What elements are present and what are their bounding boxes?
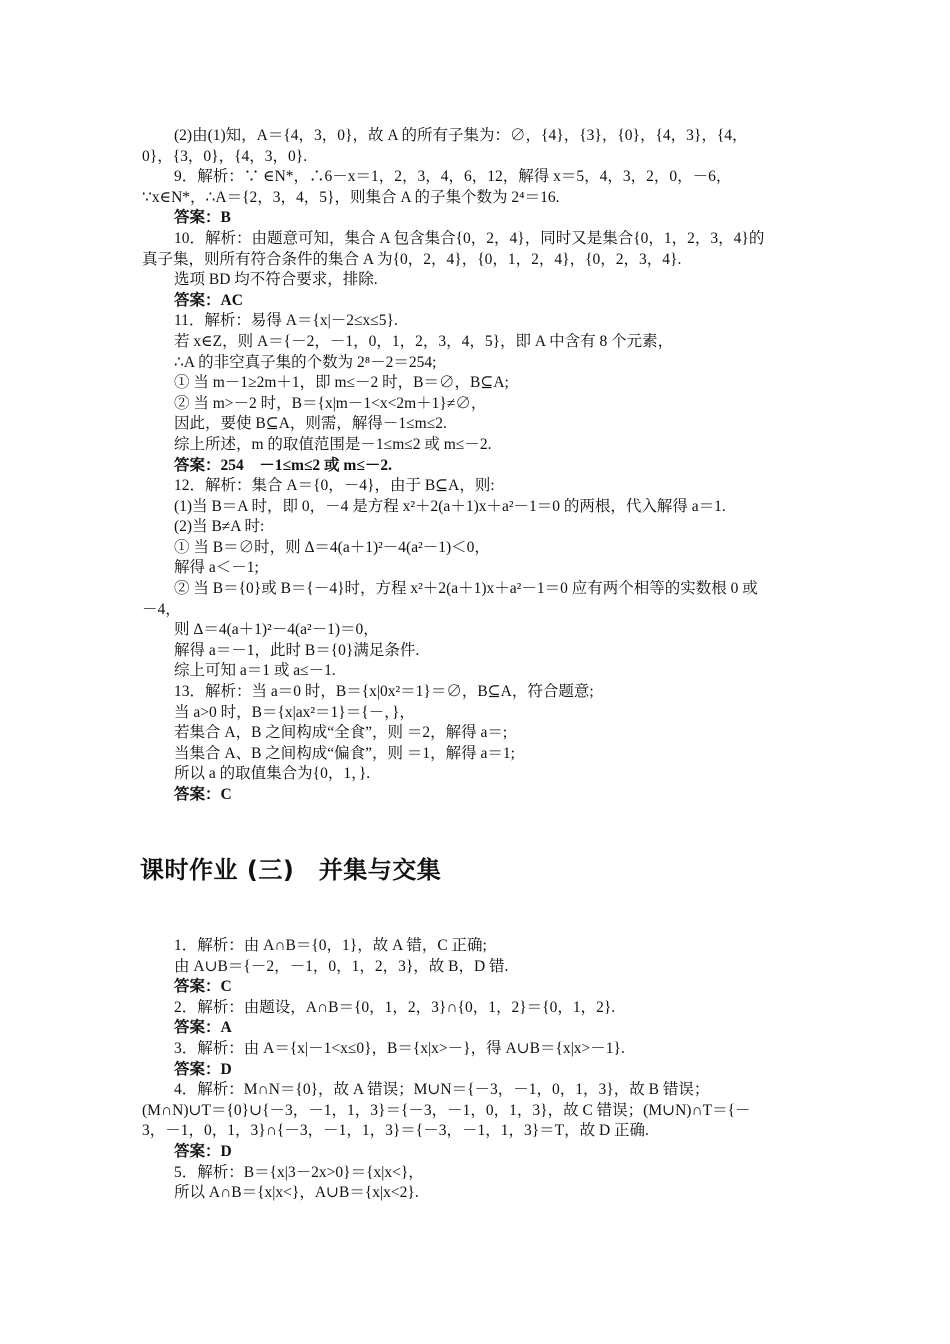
text-line: 5．解析：B＝{x|3－2x>0}＝{x|x<}， xyxy=(174,1163,424,1181)
text-line: ∴A 的非空真子集的个数为 2⁸－2＝254; xyxy=(174,353,437,371)
text-line: 当 a>0 时，B＝{x|ax²＝1}＝{－，}， xyxy=(174,703,415,721)
text-line: 0}，{3，0}，{4，3，0}. xyxy=(142,147,308,165)
text-line: (M∩N)∪T＝{0}∪{－3，－1，1，3}＝{－3，－1，0，1，3}，故 C 错误；(M∪N)∩T＝{－ xyxy=(142,1101,751,1119)
text-line: 综上所述，m 的取值范围是－1≤m≤2 或 m≤－2. xyxy=(174,435,492,453)
text-line: 9．解析：∵ ∈N*，∴6－x＝1，2，3，4，6，12，解得 x＝5，4，3，2，0，－6， xyxy=(174,168,732,186)
text-line: ∵x∈N*，∴A＝{2，3，4，5}，则集合 A 的子集个数为 2⁴＝16. xyxy=(142,188,560,206)
text-line: 13．解析：当 a＝0 时，B＝{x|0x²＝1}＝∅，B⊆A，符合题意; xyxy=(174,683,594,701)
answer-line: 答案：A xyxy=(174,1019,232,1037)
text-line: (1)当 B＝A 时，即 0，－4 是方程 x²＋2(a＋1)x＋a²－1＝0 的两根，代入解得 a＝1. xyxy=(174,497,726,515)
text-line: 4．解析：M∩N＝{0}，故 A 错误；M∪N＝{－3，－1，0，1，3}，故 B 错误； xyxy=(174,1081,710,1099)
text-line: ② 当 m>－2 时，B＝{x|m－1<x<2m＋1}≠∅， xyxy=(174,394,487,412)
text-line: (2)当 B≠A 时: xyxy=(174,518,265,536)
text-line: 10．解析：由题意可知，集合 A 包含集合{0，2，4}，同时又是集合{0，1，2，3，4}的 xyxy=(174,229,765,247)
text-line: 真子集，则所有符合条件的集合 A 为{0，2，4}，{0，1，2，4}，{0，2，3，4}. xyxy=(142,250,682,268)
text-line: 选项 BD 均不符合要求，排除. xyxy=(174,271,378,289)
text-line: (2)由(1)知，A＝{4，3，0}，故 A 的所有子集为：∅，{4}，{3}，{0}，{4，3}，{4， xyxy=(174,127,748,144)
text-line: 若集合 A，B 之间构成“全食”，则 ＝2，解得 a＝; xyxy=(174,724,508,742)
text-line: 当集合 A、B 之间构成“偏食”，则 ＝1，解得 a＝1; xyxy=(174,744,515,762)
text-line: 11．解析：易得 A＝{x|－2≤x≤5}. xyxy=(174,312,398,330)
answer-line: 答案：D xyxy=(174,1142,232,1160)
section-title: 课时作业 (三) 并集与交集 xyxy=(140,856,442,884)
text-line: 若 x∈Z，则 A＝{－2，－1，0，1，2，3，4，5}，即 A 中含有 8 个元素， xyxy=(174,332,674,350)
text-line: 因此，要使 B⊆A，则需，解得－1≤m≤2. xyxy=(174,415,447,433)
answers-part-2 xyxy=(142,936,812,1204)
text-line: 综上可知 a＝1 或 a≤－1. xyxy=(174,662,336,680)
text-line: 所以 A∩B＝{x|x<}，A∪B＝{x|x<2}. xyxy=(174,1184,419,1202)
answer-line: 答案：B xyxy=(174,209,231,227)
answer-line: 答案：C xyxy=(174,786,232,803)
text-line: 则 Δ＝4(a＋1)²－4(a²－1)＝0， xyxy=(174,621,379,639)
text-line: ① 当 B＝∅时，则 Δ＝4(a＋1)²－4(a²－1)＜0， xyxy=(174,538,490,556)
answers-part-1 xyxy=(142,126,812,806)
text-line: 所以 a 的取值集合为{0，1，}. xyxy=(174,765,371,783)
text-line: 由 A∪B＝{－2，－1，0，1，2，3}，故 B，D 错. xyxy=(174,957,509,975)
text-line: ① 当 m－1≥2m＋1，即 m≤－2 时，B＝∅，B⊆A; xyxy=(174,374,509,392)
text-line: 解得 a＜－1; xyxy=(174,559,259,577)
text-line: ② 当 B＝{0}或 B＝{－4}时，方程 x²＋2(a＋1)x＋a²－1＝0 应有两个相等的实数根 0 或 xyxy=(174,580,758,598)
text-line: 2．解析：由题设，A∩B＝{0，1，2，3}∩{0，1，2}＝{0，1，2}. xyxy=(174,998,616,1016)
text-line: 解得 a＝－1，此时 B＝{0}满足条件. xyxy=(174,641,420,659)
text-line: 3，－1，0，1，3}∩{－3，－1，1，3}＝{－3，－1，1，3}＝T，故 D 正确. xyxy=(142,1122,649,1140)
answer-line: 答案：C xyxy=(174,978,232,996)
answer-line: 答案：D xyxy=(174,1060,232,1078)
text-line: 3．解析：由 A＝{x|－1<x≤0}，B＝{x|x>－}，得 A∪B＝{x|x>－1}. xyxy=(174,1039,625,1057)
text-line: －4， xyxy=(142,600,181,618)
text-line: 1．解析：由 A∩B＝{0，1}，故 A 错，C 正确; xyxy=(174,937,487,954)
text-line: 12．解析：集合 A＝{0，－4}，由于 B⊆A，则: xyxy=(174,477,495,495)
answer-line: 答案：254 －1≤m≤2 或 m≤－2. xyxy=(174,456,392,474)
answer-line: 答案：AC xyxy=(174,291,243,309)
